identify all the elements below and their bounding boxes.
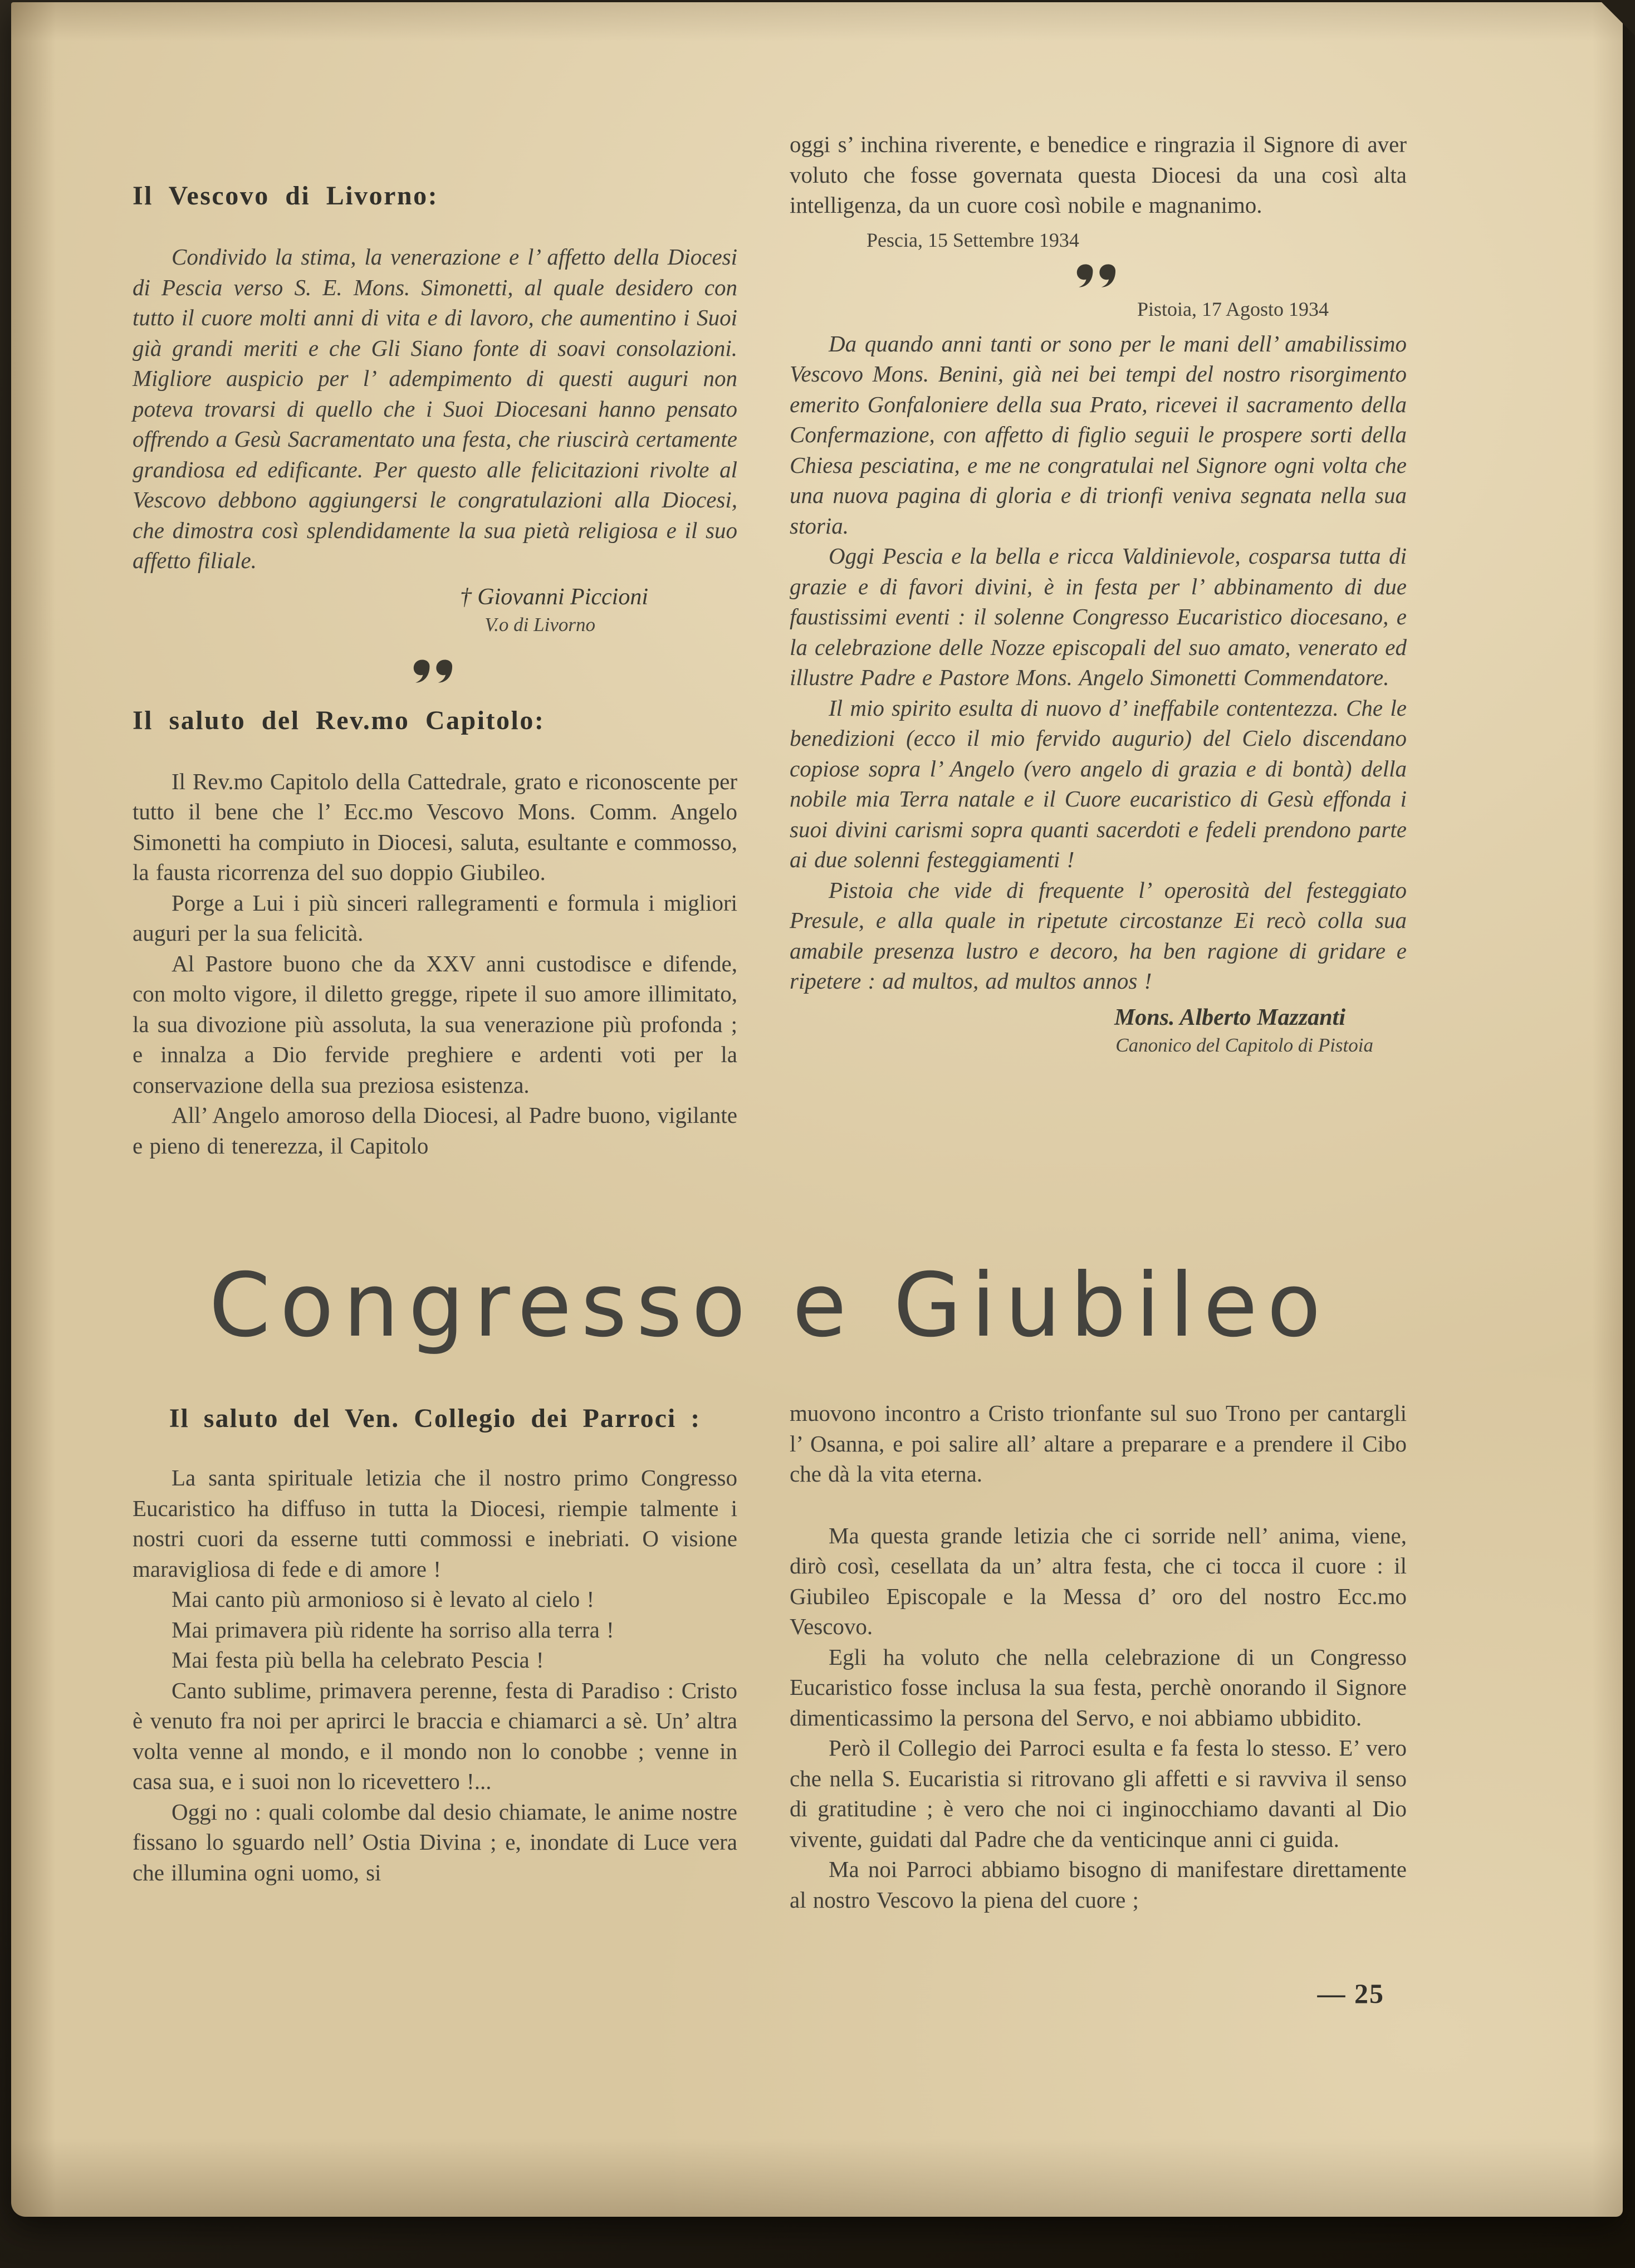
paragraph: Da quando anni tanti or sono per le mani dell’ amabilissimo Vescovo Mons. Benini, già nei bei tempi del nostro risorgimento emerito Gonfaloniere della sua Prato, ricevei il sacramento della Confermazione, con affetto di figlio seguii le prospere sorti della Chiesa pesciatina, e me ne congratulai nel Signore ogni volta che una nuova pagina di gloria e di trionfi veniva segnata nella sua storia. <box>790 330 1407 539</box>
paragraph: Mai primavera più ridente ha sorriso alla terra ! <box>172 1616 614 1643</box>
top-section <box>133 129 1407 1161</box>
paragraph: Ma questa grande letizia che ci sorride nell’ anima, viene, dirò così, cesellata da un’ altra festa, che ci tocca il cuore : il Giubileo Episcopale e la Messa d’ oro del nostro Ecc.mo Vescovo. <box>790 1522 1407 1639</box>
paragraph: Oggi no : quali colombe dal desio chiamate, le anime nostre fissano lo sguardo nell’ Ostia Divina ; e, inondate di Luce vera che illumina ogni uomo, si <box>133 1798 737 1885</box>
paragraph: Pistoia che vide di frequente l’ operosità del festeggiato Presule, e alla quale in ripetute circostanze Ei recò colla sua amabile presenza lustro e decoro, ha ben ragione di gridare e ripetere : ad multos, ad multos annos ! <box>790 877 1407 994</box>
paragraph: Porge a Lui i più sinceri rallegramenti e formula i migliori auguri per la sua felicità. <box>133 889 737 946</box>
parroci-text-continued <box>790 1521 1407 1915</box>
signature-role-mazzanti: Canonico del Capitolo di Pistoia <box>1115 1034 1373 1056</box>
paper-sheet <box>11 2 1623 2217</box>
section-divider <box>790 263 1407 290</box>
paragraph: Mai festa più bella ha celebrato Pescia ! <box>172 1647 544 1673</box>
paragraph: Canto sublime, primavera perenne, festa di Paradiso : Cristo è venuto fra noi per aprirci le braccia e chiamarci a sè. Un’ altra volta venne al mondo, e il mondo non lo conobbe ; venne in casa sua, e i suoi non lo ricevettero !... <box>133 1677 737 1795</box>
double-comma-ornament-icon <box>1074 263 1122 290</box>
heading-vescovo-livorno: Il Vescovo di Livorno: <box>133 181 439 211</box>
paragraph: muovono incontro a Cristo trionfante sul suo Trono per cantargli l’ Osanna, e poi salire all’ altare a preparare e a prendere il Cibo che dà la vita eterna. <box>790 1400 1407 1487</box>
page-number: — 25 <box>1317 1978 1384 2009</box>
dateline-pescia: Pescia, 15 Settembre 1934 <box>867 228 1079 251</box>
section-divider <box>133 658 737 685</box>
letter-mazzanti <box>790 329 1407 996</box>
signature-role-piccioni: V.o di Livorno <box>484 613 595 636</box>
paragraph: Egli ha voluto che nella celebrazione di un Congresso Eucaristico fosse inclusa la sua festa, perchè onorando il Signore dimenticassimo la persona del Servo, e noi abbiamo ubbidito. <box>790 1644 1407 1731</box>
paragraph: Però il Collegio dei Parroci esulta e fa festa lo stesso. E’ vero che nella S. Eucaristia si ritrovano gli affetti e si ravviva il senso di gratitudine ; è vero che noi ci inginocchiamo davanti al Dio vivente, guidati dal Padre che da venticinque anni ci guida. <box>790 1735 1407 1852</box>
left-column-top <box>133 129 737 1161</box>
heading-parroci: Il saluto del Ven. Collegio dei Parroci : <box>169 1404 701 1433</box>
capitolo-text <box>133 766 737 1161</box>
heading-capitolo: Il saluto del Rev.mo Capitolo: <box>133 705 545 735</box>
paragraph: All’ Angelo amoroso della Diocesi, al Padre buono, vigilante e pieno di tenerezza, il Capitolo <box>133 1102 737 1159</box>
paragraph: Il Rev.mo Capitolo della Cattedrale, grato e riconoscente per tutto il bene che l’ Ecc.mo Vescovo Mons. Comm. Angelo Simonetti ha compiuto in Diocesi, saluta, esultante e commosso, la fausta ricorrenza del suo doppio Giubileo. <box>133 768 737 885</box>
paragraph: La santa spirituale letizia che il nostro primo Congresso Eucaristico ha diffuso in tutta la Diocesi, riempie talmente i nostri cuori da esserne tutti commossi e inebriati. O visione maravigliosa di fede e di amore ! <box>133 1465 737 1582</box>
signature-mazzanti: Mons. Alberto Mazzanti <box>1114 1004 1345 1030</box>
paragraph: Ma noi Parroci abbiamo bisogno di manifestare direttamente al nostro Vescovo la piena del cuore ; <box>790 1856 1407 1913</box>
letter-livorno <box>133 242 737 576</box>
paragraph: Mai canto più armonioso si è levato al cielo ! <box>172 1586 595 1612</box>
dateline-pistoia: Pistoia, 17 Agosto 1934 <box>1137 297 1329 320</box>
right-column-bottom <box>790 1398 1407 1915</box>
left-column-bottom <box>133 1398 737 1915</box>
capitolo-continuation: oggi s’ inchina riverente, e benedice e ringrazia il Signore di aver voluto che fosse governata questa Diocesi da una così alta intelligenza, da un cuore così nobile e magnanimo. <box>790 131 1407 218</box>
right-column-top <box>790 129 1407 1161</box>
parroci-text <box>133 1463 737 1888</box>
paragraph: Oggi Pescia e la bella e ricca Valdinievole, cosparsa tutta di grazie e di favori divini, è in festa per l’ abbinamento di due faustissimi eventi : il solenne Congresso Eucaristico diocesano, e la celebrazione delle Nozze episcopali del suo amato, venerato ed illustre Padre e Pastore Mons. Angelo Simonetti Commendatore. <box>790 543 1407 690</box>
double-comma-ornament-icon <box>411 658 459 685</box>
paragraph: Condivido la stima, la venerazione e l’ affetto della Diocesi di Pescia verso S. E. Mons. Simonetti, al quale desidero con tutto il cuore molti anni di vita e di lavoro, che aumentino i Suoi già grandi meriti e che Gli Siano fonte di soavi consolazioni. Migliore auspicio per l’ adempimento di questi auguri non poteva trovarsi di quello che i Suoi Diocesani hanno pensato offrendo a Gesù Sacramentato una festa, che riuscirà certamente grandiosa ed edificante. Per questo alle felicitazioni rivolte al Vescovo debbono aggiungersi le congratulazioni alla Diocesi, che dimostra così splendidamente la sua pietà religiosa e il suo affetto filiale. <box>133 244 737 573</box>
paragraph: Al Pastore buono che da XXV anni custodisce e difende, con molto vigore, il diletto gregge, ripete il suo amore illimitato, la sua divozione più assoluta, la sua venerazione più profonda ; e innalza a Dio fervide preghiere e ardenti voti per la conservazione della sua preziosa esistenza. <box>133 950 737 1098</box>
headline-congresso-e-giubileo: Congresso e Giubileo <box>209 1254 1330 1357</box>
paragraph: Il mio spirito esulta di nuovo d’ ineffabile contentezza. Che le benedizioni (ecco il mio fervido augurio) del Cielo discendano copiose sopra l’ Angelo (vero angelo di grazia e di bontà) della nobile mia Terra natale e il Cuore eucaristico di Gesù effonda i suoi divini carismi sopra quanti sacerdoti e fedeli prendono parte ai due solenni festeggiamenti ! <box>790 695 1407 872</box>
bottom-section <box>133 1398 1407 1915</box>
signature-piccioni: † Giovanni Piccioni <box>459 584 648 610</box>
parroci-continuation <box>790 1398 1407 1489</box>
page-corner-clip <box>1599 0 1635 36</box>
